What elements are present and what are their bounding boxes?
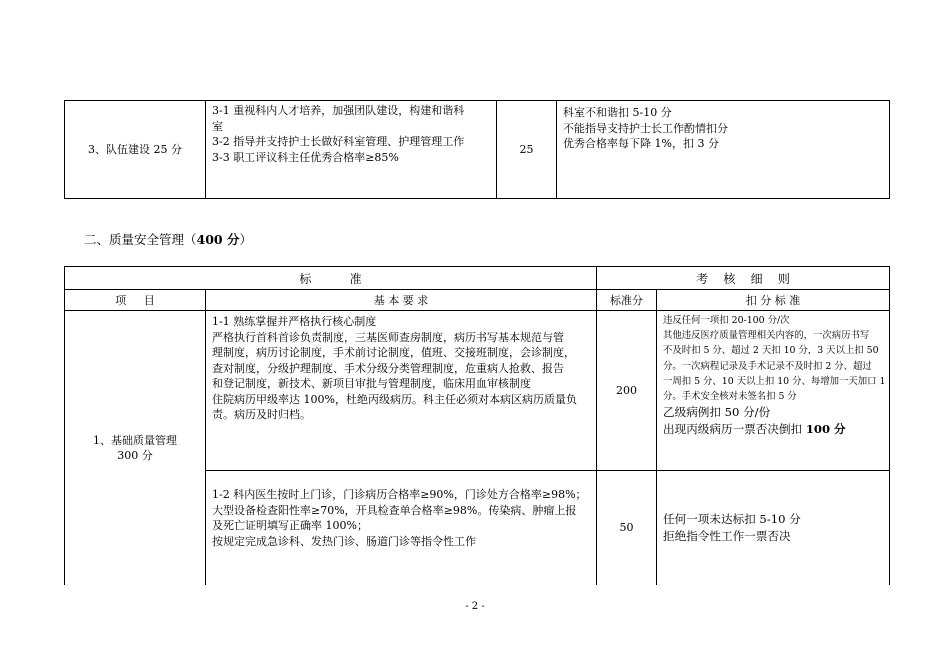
col-item-header: 项 目 <box>65 290 206 311</box>
deduction-cell: 违反任何一项扣 20-100 分/次 其他违反医疗质量管理相关内容的，一次病历书写 不及时扣 5 分、超过 2 天扣 10 分，3 天以上扣 50 分。一次病程记录及手术记录不及时扣 2 分、超过 一周扣 5 分、10 天以上扣 10 分、每增加一天加口 1 分。手术安全核对未签名扣 5 分 乙级病例扣 50 分/份 出现丙级病历一票否决倒扣 100 分 <box>657 311 890 471</box>
col-requirements-header: 基 本 要 求 <box>206 290 597 311</box>
score-cell: 200 <box>597 311 657 471</box>
item-cell: 3、队伍建设 25 分 <box>65 101 206 199</box>
rules-cell: 科室不和谐扣 5-10 分 不能指导支持护士长工作酌情扣分 优秀合格率每下降 1%，扣 3 分 <box>557 101 890 199</box>
table-subheader-row <box>65 290 890 311</box>
score-cell: 25 <box>497 101 557 199</box>
requirements-cell: 1-1 熟练掌握并严格执行核心制度 严格执行首科首诊负责制度，三基医师查房制度，病历书写基本规范与管 理制度，病历讨论制度，手术前讨论制度，值班、交接班制度，会诊制度， 查对制度，分级护理制度、手术分级分类管理制度，危重病人抢救、报告 和登记制度，新技术、新项目审批与管理制度，临床用血审核制度 住院病历甲级率达 100%，杜绝丙级病历。科主任必须对本病区病历质量负 责。病历及时归档。 <box>206 311 597 471</box>
header-assessment: 考 核 细 则 <box>597 267 890 290</box>
score-cell: 50 <box>597 471 657 586</box>
page-number: - 2 - <box>465 601 485 612</box>
group-item-cell: 1、基础质量管理 300 分 <box>65 311 206 586</box>
header-standard: 标 准 <box>65 267 597 290</box>
requirements-cell: 1-2 科内医生按时上门诊，门诊病历合格率≥90%，门诊处方合格率≥98%； 大型设备检查阳性率≥70%，开具检查单合格率≥98%。传染病、肿瘤上报 及死亡证明填写正确率 100%； 按规定完成急诊科、发热门诊、肠道门诊等指令性工作 <box>206 471 597 586</box>
col-score-header: 标准分 <box>597 290 657 311</box>
col-deduction-header: 扣 分 标 准 <box>657 290 890 311</box>
requirements-cell: 3-1 重视科内人才培养，加强团队建设，构建和谐科 室 3-2 指导并支持护士长做好科室管理、护理管理工作 3-3 职工评议科主任优秀合格率≥85% <box>206 101 497 199</box>
deduction-cell: 任何一项未达标扣 5-10 分 拒绝指令性工作一票否决 <box>657 471 890 586</box>
quality-safety-table <box>64 266 890 585</box>
table-row <box>65 101 890 199</box>
team-building-table <box>64 100 890 199</box>
table-row <box>65 311 890 471</box>
section-heading: 二、质量安全管理（400 分） <box>84 232 252 247</box>
table-header-row <box>65 267 890 290</box>
